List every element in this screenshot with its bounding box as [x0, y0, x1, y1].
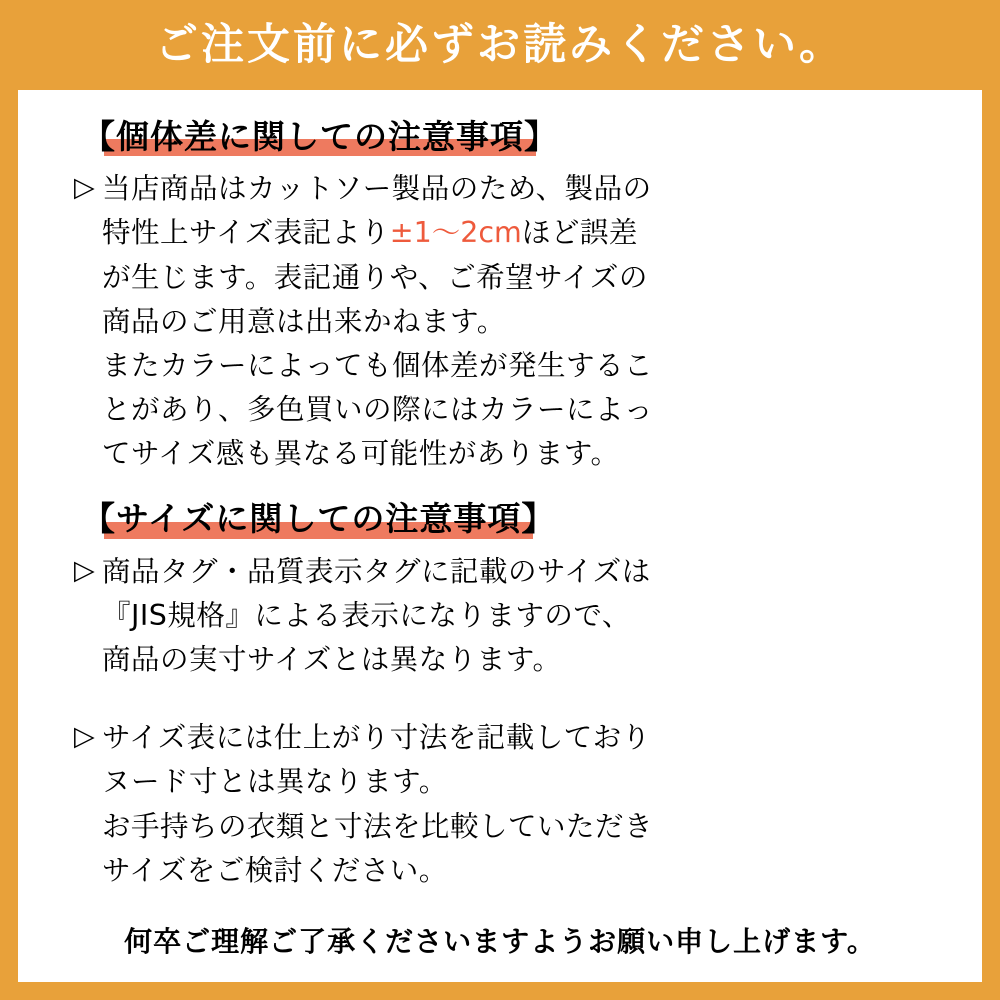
bullet-marker-icon: ▷ — [74, 172, 95, 204]
bullet-spacer — [58, 690, 942, 716]
bullet-marker-icon: ▷ — [74, 554, 95, 586]
bullet-line: てサイズ感も異なる可能性があります。 — [102, 437, 620, 471]
bullet-item — [58, 716, 942, 893]
bullet-line: お手持ちの衣類と寸法を比較していただき — [102, 809, 654, 843]
bullet-line: とがあり、多色買いの際にはカラーによっ — [102, 393, 654, 427]
bullet-line: 商品のご用意は出来かねます。 — [102, 304, 506, 338]
bullet-item — [58, 167, 942, 476]
emphasis-tolerance: ±1〜2cm — [389, 216, 522, 250]
bullet-line: またカラーによっても個体差が発生するこ — [102, 348, 654, 382]
bullet-line: 商品タグ・品質表示タグに記載のサイズは — [102, 554, 651, 588]
bullet-line: 特性上サイズ表記より±1〜2cmほど誤差 — [102, 216, 638, 250]
bullet-text-block — [102, 167, 942, 476]
bullet-line: 『JIS規格』による表示になりますので、 — [102, 598, 631, 632]
bullet-text-block — [102, 716, 942, 893]
section-heading-individual-differences: 【個体差に関しての注意事項】 — [82, 117, 558, 156]
bullet-line: 商品の実寸サイズとは異なります。 — [102, 643, 562, 677]
page-title: ご注文前に必ずお読みください。 — [155, 19, 845, 70]
bullet-line: サイズをご検討ください。 — [102, 853, 448, 887]
bullet-line: 当店商品はカットソー製品のため、製品の — [102, 172, 652, 206]
closing-statement: 何卒ご理解ご了承くださいますようお願い申し上げます。 — [124, 925, 876, 958]
bullet-line: ヌード寸とは異なります。 — [102, 765, 448, 799]
bullet-marker-icon: ▷ — [74, 721, 95, 753]
section-heading-size: 【サイズに関しての注意事項】 — [82, 499, 556, 539]
section-spacer — [58, 484, 942, 498]
notice-card — [18, 90, 982, 982]
bullet-line: が生じます。表記通りや、ご希望サイズの — [102, 260, 648, 294]
bullet-line: サイズ表には仕上がり寸法を記載しており — [102, 721, 651, 755]
bullet-text-block — [102, 550, 942, 683]
header-band — [0, 0, 1000, 90]
bullet-item — [58, 550, 942, 683]
